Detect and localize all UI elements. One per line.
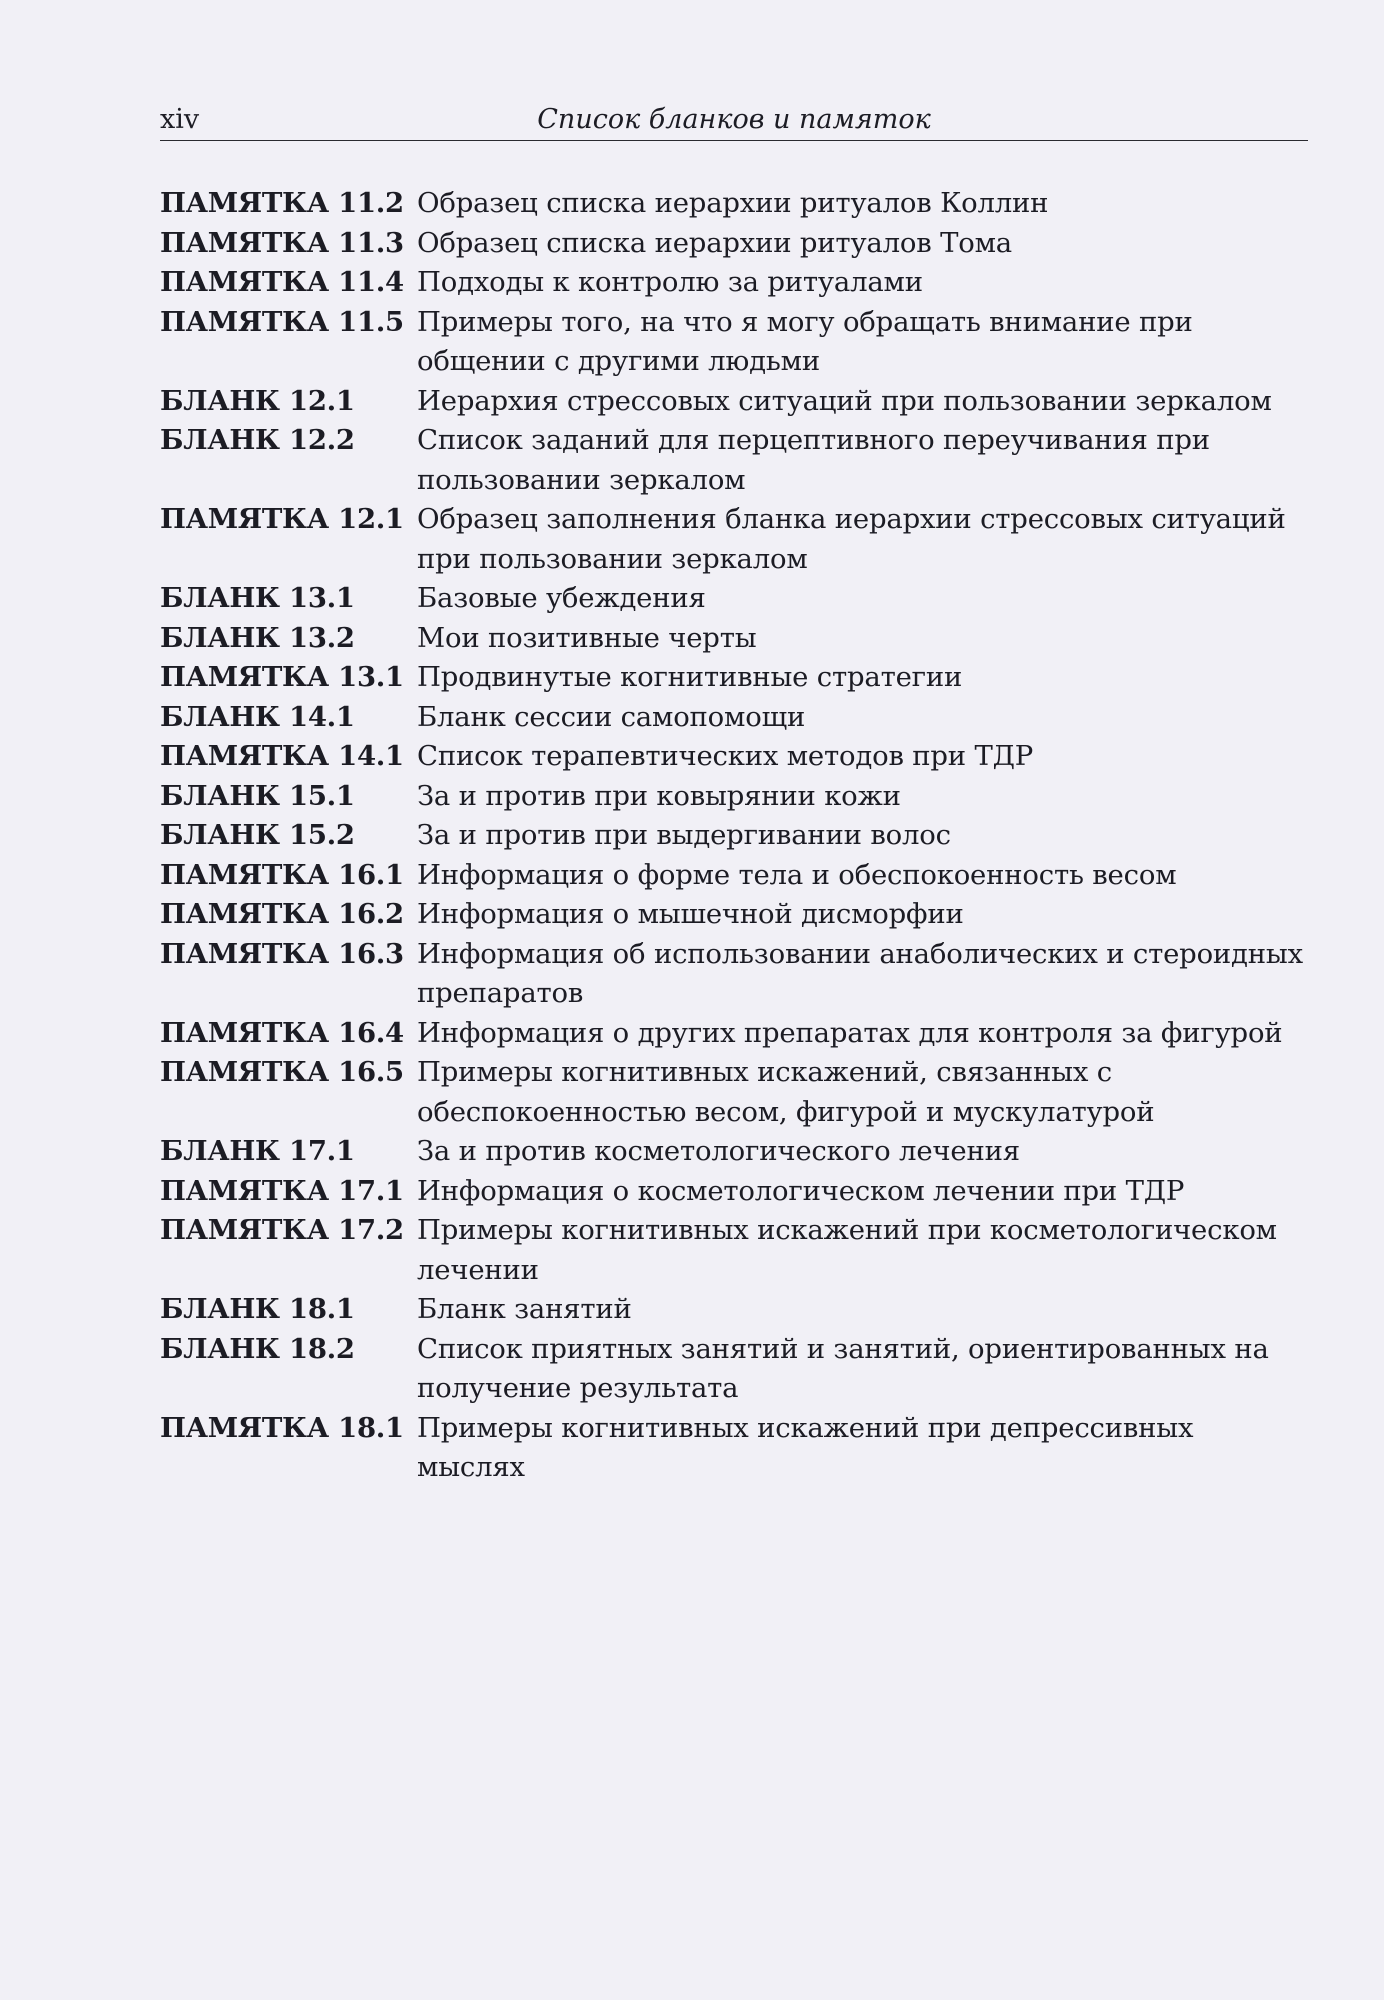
list-entry bbox=[160, 1014, 1320, 1054]
entry-title: Образец списка иерархии ритуалов Тома bbox=[417, 226, 1012, 259]
list-entry bbox=[160, 184, 1320, 224]
entry-title: Список заданий для перцептивного переучивания при пользовании зеркалом bbox=[417, 424, 1210, 496]
entry-title: Список терапевтических методов при ТДР bbox=[417, 740, 1034, 772]
entry-label: БЛАНК 18.1 bbox=[160, 1293, 355, 1325]
entry-title: Мои позитивные черты bbox=[417, 621, 757, 654]
entry-title: Иерархия стрессовых ситуаций при пользовании зеркалом bbox=[417, 384, 1272, 417]
entry-title: Примеры когнитивных искажений при косметологическом лечении bbox=[417, 1214, 1277, 1286]
entry-label: ПАМЯТКА 11.2 bbox=[160, 187, 404, 219]
entry-label: БЛАНК 17.1 bbox=[160, 1135, 355, 1167]
entry-title: Информация о косметологическом лечении при ТДР bbox=[417, 1174, 1185, 1207]
list-entry bbox=[160, 224, 1320, 264]
entry-label: БЛАНК 18.2 bbox=[160, 1332, 355, 1365]
list-entry bbox=[160, 1132, 1320, 1172]
entry-label: ПАМЯТКА 16.1 bbox=[160, 858, 404, 891]
entry-title: Подходы к контролю за ритуалами bbox=[417, 266, 923, 298]
entry-label: БЛАНК 12.2 bbox=[160, 424, 355, 456]
entry-label: ПАМЯТКА 16.3 bbox=[160, 937, 404, 970]
page-number: xiv bbox=[160, 104, 200, 135]
entry-label: ПАМЯТКА 16.4 bbox=[160, 1016, 404, 1049]
list-entry bbox=[160, 658, 1320, 698]
entry-label: ПАМЯТКА 11.4 bbox=[160, 266, 404, 298]
entry-label: ПАМЯТКА 13.1 bbox=[160, 661, 404, 693]
list-entry bbox=[160, 421, 1320, 500]
list-entry bbox=[160, 856, 1320, 896]
list-entry bbox=[160, 619, 1320, 659]
entry-title: За и против косметологического лечения bbox=[417, 1135, 1020, 1167]
running-title: Список бланков и памяток bbox=[537, 104, 931, 135]
list-entry bbox=[160, 1290, 1320, 1330]
entry-label: ПАМЯТКА 11.5 bbox=[160, 305, 404, 338]
entry-label: БЛАНК 14.1 bbox=[160, 700, 355, 733]
entry-label: БЛАНК 15.1 bbox=[160, 779, 355, 812]
entry-label: БЛАНК 13.2 bbox=[160, 621, 355, 654]
page-header bbox=[160, 100, 1308, 141]
entry-label: БЛАНК 15.2 bbox=[160, 819, 355, 851]
entry-label: ПАМЯТКА 17.2 bbox=[160, 1214, 404, 1246]
forms-list bbox=[160, 184, 1320, 1488]
entry-title: Примеры того, на что я могу обращать внимание при общении с другими людьми bbox=[417, 305, 1193, 377]
list-entry bbox=[160, 816, 1320, 856]
entry-title: За и против при выдергивании волос bbox=[417, 819, 951, 851]
entry-label: ПАМЯТКА 18.1 bbox=[160, 1411, 404, 1444]
entry-label: ПАМЯТКА 12.1 bbox=[160, 503, 404, 535]
list-entry bbox=[160, 303, 1320, 382]
entry-title: Бланк сессии самопомощи bbox=[417, 700, 806, 733]
list-entry bbox=[160, 935, 1320, 1014]
entry-title: Информация о других препаратах для контроля за фигурой bbox=[417, 1016, 1283, 1049]
entry-title: Информация о мышечной дисморфии bbox=[417, 898, 964, 930]
list-entry bbox=[160, 698, 1320, 738]
entry-title: За и против при ковырянии кожи bbox=[417, 779, 901, 812]
entry-title: Примеры когнитивных искажений при депрессивных мыслях bbox=[417, 1411, 1194, 1483]
list-entry bbox=[160, 500, 1320, 579]
entry-title: Базовые убеждения bbox=[417, 582, 706, 614]
list-entry bbox=[160, 1330, 1320, 1409]
entry-title: Образец заполнения бланка иерархии стрессовых ситуаций при пользовании зеркалом bbox=[417, 503, 1286, 575]
list-entry bbox=[160, 895, 1320, 935]
entry-label: ПАМЯТКА 14.1 bbox=[160, 740, 404, 772]
entry-title: Образец списка иерархии ритуалов Коллин bbox=[417, 187, 1049, 219]
list-entry bbox=[160, 1409, 1320, 1488]
list-entry bbox=[160, 1211, 1320, 1290]
entry-label: БЛАНК 12.1 bbox=[160, 384, 355, 417]
list-entry bbox=[160, 1053, 1320, 1132]
list-entry bbox=[160, 382, 1320, 422]
entry-label: ПАМЯТКА 17.1 bbox=[160, 1174, 404, 1207]
entry-label: ПАМЯТКА 16.2 bbox=[160, 898, 404, 930]
list-entry bbox=[160, 263, 1320, 303]
list-entry bbox=[160, 777, 1320, 817]
entry-title: Информация об использовании анаболических и стероидных препаратов bbox=[417, 937, 1303, 1009]
entry-title: Продвинутые когнитивные стратегии bbox=[417, 661, 963, 693]
entry-title: Информация о форме тела и обеспокоенность весом bbox=[417, 858, 1177, 891]
entry-label: БЛАНК 13.1 bbox=[160, 582, 355, 614]
entry-label: ПАМЯТКА 11.3 bbox=[160, 226, 404, 259]
entry-label: ПАМЯТКА 16.5 bbox=[160, 1056, 404, 1088]
entry-title: Бланк занятий bbox=[417, 1293, 632, 1325]
entry-title: Список приятных занятий и занятий, ориентированных на получение результата bbox=[417, 1332, 1269, 1404]
list-entry bbox=[160, 737, 1320, 777]
list-entry bbox=[160, 1172, 1320, 1212]
list-entry bbox=[160, 579, 1320, 619]
entry-title: Примеры когнитивных искажений, связанных с обеспокоенностью весом, фигурой и мускулатурой bbox=[417, 1056, 1155, 1128]
